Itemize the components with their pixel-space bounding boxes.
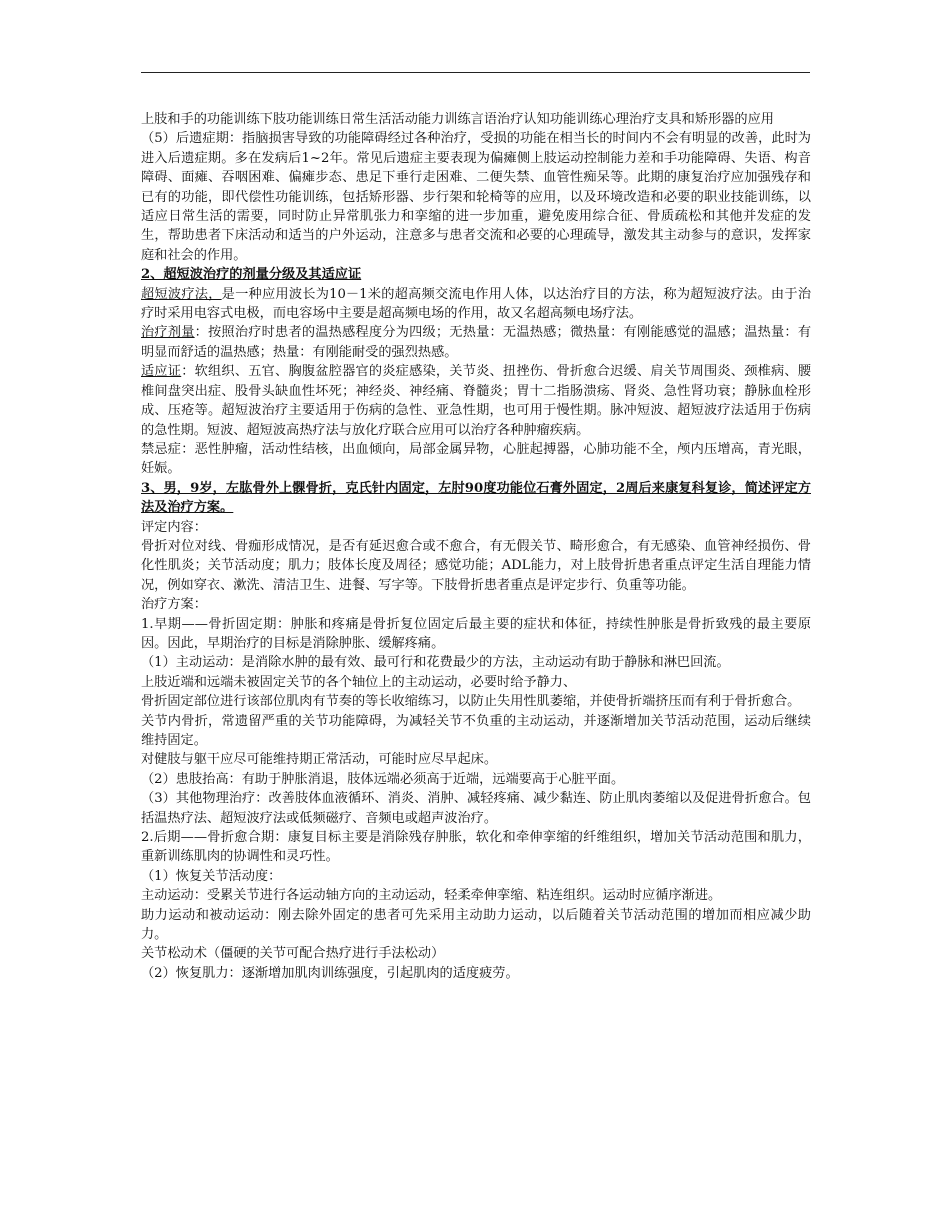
paragraph-text: 是一种应用波长为10－1米的超高频交流电作用人体，以达治疗目的方法，称为超短波疗法。由于治疗时采用电容式电极，而电容场中主要是超高频电场的作用，故又名超高频电场疗法。 bbox=[141, 286, 812, 322]
paragraph: 上肢近端和远端未被固定关节的各个轴位上的主动运动，必要时给予静力、 bbox=[141, 674, 577, 690]
paragraph bbox=[141, 323, 811, 362]
paragraph: 主动运动：受累关节进行各运动轴方向的主动运动，轻柔牵伸挛缩、粘连组织。运动时应循序渐进。 bbox=[141, 888, 722, 904]
paragraph: 评定内容： bbox=[141, 519, 207, 535]
paragraph: 2.后期——骨折愈合期：康复目标主要是消除残存肿胀，软化和牵伸挛缩的纤维组织，增加关节活动范围和肌力，重新训练肌肉的协调性和灵巧性。 bbox=[141, 830, 811, 865]
term: 治疗剂量 bbox=[141, 325, 195, 341]
paragraph: 对健肢与躯干应尽可能维持期正常活动，可能时应尽早起床。 bbox=[141, 752, 498, 768]
section-heading: 2、超短波治疗的剂量分级及其适应证 bbox=[141, 267, 362, 283]
paragraph: 禁忌症：恶性肿瘤，活动性结核，出血倾向，局部金属异物，心脏起搏器，心肺功能不全，颅内压增高，青光眼，妊娠。 bbox=[141, 441, 811, 477]
header-rule bbox=[141, 72, 810, 73]
paragraph: （2）患肢抬高：有助于肿胀消退，肢体远端必须高于近端，远端要高于心脏平面。 bbox=[141, 771, 625, 787]
paragraph: 关节内骨折，常遗留严重的关节功能障碍，为减轻关节不负重的主动运动，并逐渐增加关节活动范围，运动后继续维持固定。 bbox=[141, 713, 811, 748]
paragraph: （1）恢复关节活动度： bbox=[141, 868, 282, 884]
paragraph bbox=[141, 362, 811, 440]
paragraph: 骨折对位对线、骨痂形成情况，是否有延迟愈合或不愈合，有无假关节、畸形愈合，有无感染、血管神经损伤、骨化性肌炎；关节活动度；肌力；肢体长度及周径；感觉功能；ADL能力，对上肢骨折患者重点评定生活自理能力情况，例如穿衣、漱洗、清洁卫生、进餐、写字等。下肢骨折患者重点是评定步行、负重等功能。 bbox=[141, 538, 811, 593]
paragraph: （2）恢复肌力：逐渐增加肌肉训练强度，引起肌肉的适度疲劳。 bbox=[141, 965, 519, 981]
paragraph: 骨折固定部位进行该部位肌肉有节奏的等长收缩练习，以防止失用性肌萎缩，并使骨折端挤压而有利于骨折愈合。 bbox=[141, 694, 801, 710]
paragraph bbox=[141, 285, 811, 324]
section-heading: 3、男，9岁，左肱骨外上髁骨折，克氏针内固定，左肘90度功能位石膏外固定，2周后来康复科复诊，简述评定方法及治疗方案。 bbox=[141, 480, 811, 516]
paragraph: 治疗方案： bbox=[141, 597, 207, 613]
paragraph: 关节松动术（僵硬的关节可配合热疗进行手法松动） bbox=[141, 946, 445, 962]
paragraph-text: ：按照治疗时患者的温热感程度分为四级；无热量：无温热感；微热量：有刚能感觉的温感；温热量：有明显而舒适的温热感；热量：有刚能耐受的强烈热感。 bbox=[141, 325, 812, 360]
paragraph: （1）主动运动：是消除水肿的最有效、最可行和花费最少的方法，主动运动有助于静脉和淋巴回流。 bbox=[141, 655, 730, 671]
paragraph: 上肢和手的功能训练下肢功能训练日常生活活动能力训练言语治疗认知功能训练心理治疗支具和矫形器的应用 bbox=[141, 112, 774, 127]
document-body bbox=[141, 110, 811, 983]
term: 适应证 bbox=[141, 364, 182, 380]
paragraph: （3）其他物理治疗：改善肢体血液循环、消炎、消肿、减轻疼痛、减少黏连、防止肌肉萎缩以及促进骨折愈合。包括温热疗法、超短波疗法或低频磁疗、音频电或超声波治疗。 bbox=[141, 791, 811, 826]
paragraph: 1.早期——骨折固定期：肿胀和疼痛是骨折复位固定后最主要的症状和体征，持续性肿胀是骨折致残的最主要原因。因此，早期治疗的目标是消除肿胀、缓解疼痛。 bbox=[141, 616, 811, 651]
paragraph: （5）后遗症期：指脑损害导致的功能障碍经过各种治疗，受损的功能在相当长的时间内不会有明显的改善，此时为进入后遗症期。多在发病后1~2年。常见后遗症主要表现为偏瘫侧上肢运动控制能力差和手功能障碍、失语、构音障碍、面瘫、吞咽困难、偏瘫步态、患足下垂行走困难、二便失禁、血管性痴呆等。此期的康复治疗应加强残存和已有的功能，即代偿性功能训练，包括矫形器、步行架和轮椅等的应用，以及环境改造和必要的职业技能训练，以适应日常生活的需要，同时防止异常肌张力和挛缩的进一步加重，避免废用综合征、骨质疏松和其他并发症的发生，帮助患者下床活动和适当的户外运动，注意多与患者交流和必要的心理疏导，激发其主动参与的意识，发挥家庭和社会的作用。 bbox=[141, 131, 811, 263]
paragraph-text: ：软组织、五官、胸腹盆腔器官的炎症感染，关节炎、扭挫伤、骨折愈合迟缓、肩关节周围炎、颈椎病、腰椎间盘突出症、股骨头缺血性坏死；神经炎、神经痛、脊髓炎；胃十二指肠溃疡、肾炎、急性肾功衰；静脉血栓形成、压疮等。超短波治疗主要适用于伤病的急性、亚急性期，也可用于慢性期。脉冲短波、超短波疗法适用于伤病的急性期。短波、超短波高热疗法与放化疗联合应用可以治疗各种肿瘤疾病。 bbox=[141, 364, 812, 438]
paragraph: 助力运动和被动运动：刚去除外固定的患者可先采用主动助力运动，以后随着关节活动范围的增加而相应减少助力。 bbox=[141, 907, 811, 943]
term: 超短波疗法， bbox=[141, 286, 222, 302]
